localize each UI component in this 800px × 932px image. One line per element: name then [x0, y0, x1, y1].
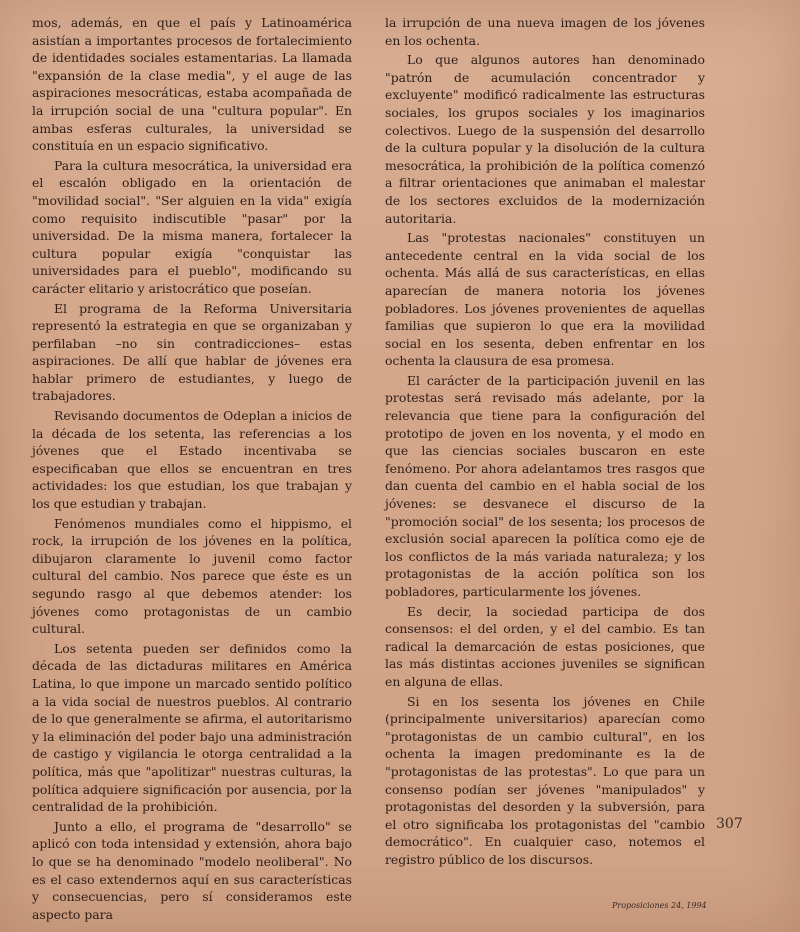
paragraph: Si en los sesenta los jóvenes en Chile (principalmente universitarios) aparecían como "protagonistas de un cambio cultural", en los ochenta la imagen predominante es la de "protagonistas de las protestas". Lo que para un consenso podían ser jóvenes "manipulados" y protagonistas del desorden y la subversión, para el otro significaba los protagonistas del "cambio democrático". En cualquier caso, notemos el registro público de los discursos. — [385, 693, 705, 867]
paragraph: Para la cultura mesocrática, la universidad era el escalón obligado en la orientación de "movilidad social". "Ser alguien en la vida" exigía como requisito indiscutible "pasar" por la universidad. De la misma manera, fortalecer la cultura popular exigía "conquistar las universidades para el pueblo", modificando su carácter elitario y aristocrático que poseían. — [32, 157, 352, 296]
right-column — [385, 14, 705, 869]
page-number: 307 — [716, 816, 743, 832]
paragraph: Los setenta pueden ser definidos como la década de las dictaduras militares en América Latina, lo que impone un marcado sentido político a la vida social de nuestros pueblos. Al contrario de lo que generalmente se afirma, el autoritarismo y la eliminación del poder bajo una administración de castigo y vigilancia le otorga centralidad a la política, más que "apolitizar" nuestras culturas, la política adquiere significación por ausencia, por la centralidad de la prohibición. — [32, 640, 352, 815]
paragraph: Junto a ello, el programa de "desarrollo" se aplicó con toda intensidad y extensión, ahora bajo lo que se ha denominado "modelo neoliberal". No es el caso extendernos aquí en sus características y consecuencias, pero sí consideramos este aspecto para — [32, 818, 352, 922]
paragraph: mos, además, en que el país y Latinoamérica asistían a importantes procesos de fortalecimiento de identidades sociales estamentarias. La llamada "expansión de la clase media", y el auge de las aspiraciones mesocráticas, estaba acompañada de la irrupción social de una "cultura popular". En ambas esferas culturales, la universidad se constituía en un espacio significativo. — [32, 15, 352, 154]
paragraph: Fenómenos mundiales como el hippismo, el rock, la irrupción de los jóvenes en la política, dibujaron claramente lo juvenil como factor cultural del cambio. Nos parece que éste es un segundo rasgo al que debemos atender: los jóvenes como protagonistas de un cambio cultural. — [32, 515, 352, 637]
footer-citation: Proposiciones 24, 1994 — [612, 901, 707, 910]
paragraph: Es decir, la sociedad participa de dos consensos: el del orden, y el del cambio. Es tan radical la demarcación de estas posiciones, que las más distintas acciones juveniles se significan en alguna de ellas. — [385, 603, 705, 689]
paragraph: El programa de la Reforma Universitaria representó la estrategia en que se organizaban y perfilaban –no sin contradicciones– estas aspiraciones. De allí que hablar de jóvenes era hablar primero de estudiantes, y luego de trabajadores. — [32, 300, 352, 404]
left-column — [32, 14, 352, 923]
paragraph: Revisando documentos de Odeplan a inicios de la década de los setenta, las referencias a los jóvenes que el Estado incentivaba se especificaban que ellos se encuentran en tres actividades: los que estudian, los que trabajan y los que estudian y trabajan. — [32, 408, 352, 512]
paragraph: Las "protestas nacionales" constituyen un antecedente central en la vida social de los ochenta. Más allá de sus características, en ellas aparecían de manera notoria los jóvenes pobladores. Los jóvenes provenientes de aquellas familias que supieron lo que era la movilidad social en los sesenta, deben enfrentar en los ochenta la clausura de esa promesa. — [385, 230, 705, 369]
paragraph: El carácter de la participación juvenil en las protestas será revisado más adelante, por la relevancia que tiene para la configuración del prototipo de joven en los noventa, y el modo en que las ciencias sociales buscaron en este fenómeno. Por ahora adelantamos tres rasgos que dan cuenta del cambio en el habla social de los jóvenes: se desvanece el discurso de la "promoción social" de los sesenta; los procesos de exclusión social aparecen la política como eje de los conflictos de la más variada naturaleza; y los protagonistas de la acción política son los pobladores, particularmente los jóvenes. — [385, 372, 705, 599]
paragraph: la irrupción de una nueva imagen de los jóvenes en los ochenta. — [385, 15, 705, 48]
paragraph: Lo que algunos autores han denominado "patrón de acumulación concentrador y excluyente" modificó radicalmente las estructuras sociales, los grupos sociales y los imaginarios colectivos. Luego de la suspensión del desarrollo de la cultura popular y la disolución de la cultura mesocrática, la prohibición de la política comenzó a filtrar orientaciones que animaban el malestar de los sectores excluidos de la modernización autoritaria. — [385, 52, 705, 226]
